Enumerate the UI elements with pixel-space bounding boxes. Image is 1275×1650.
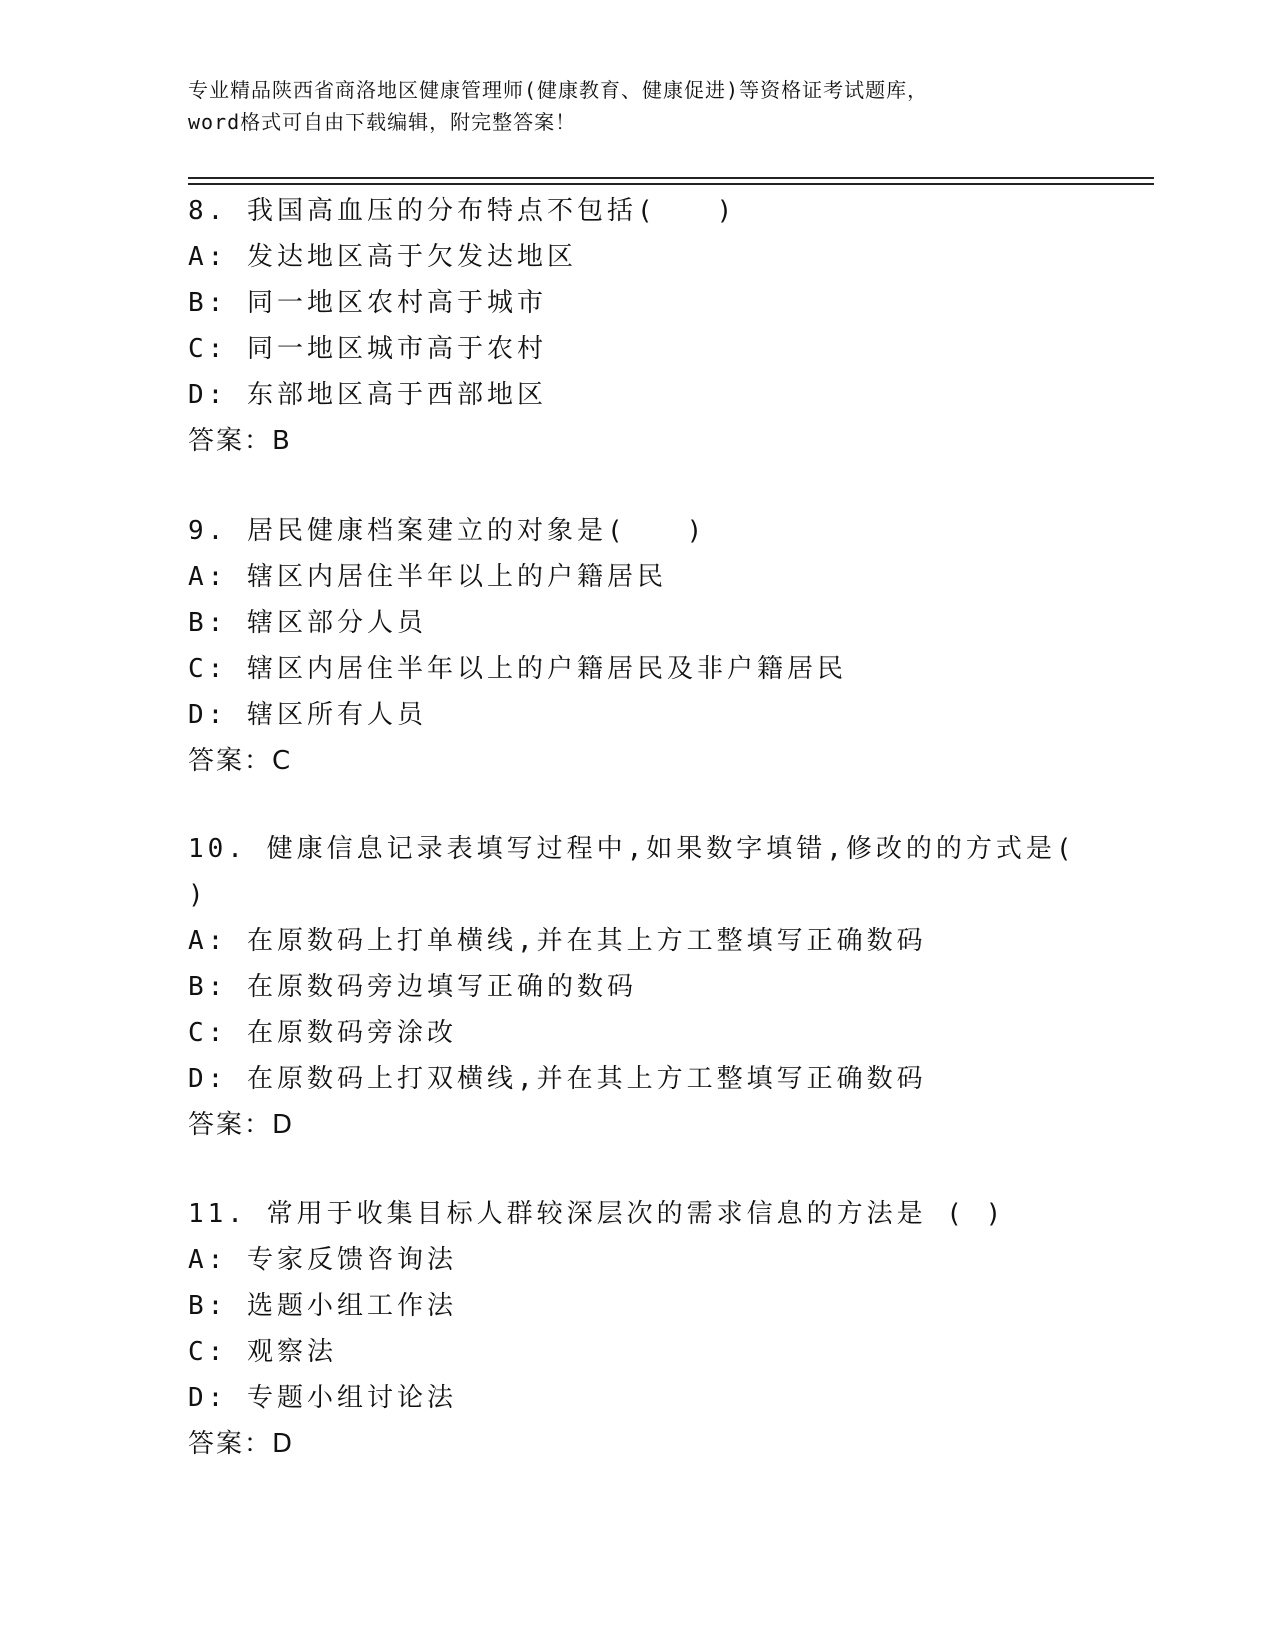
option-c: C: 同一地区城市高于农村 xyxy=(188,334,547,364)
question-10 xyxy=(188,826,1088,1148)
answer-line: 答案：B xyxy=(188,426,292,456)
option-d: D: 东部地区高于西部地区 xyxy=(188,380,547,410)
question-stem: 8. 我国高血压的分布特点不包括( ) xyxy=(188,196,737,226)
answer-line: 答案：D xyxy=(188,1110,295,1140)
option-b: B: 选题小组工作法 xyxy=(188,1291,457,1321)
answer-line: 答案：C xyxy=(188,746,293,776)
header-divider-bottom xyxy=(188,183,1154,185)
option-c: C: 在原数码旁涂改 xyxy=(188,1018,457,1048)
option-c: C: 辖区内居住半年以上的户籍居民及非户籍居民 xyxy=(188,654,847,684)
question-stem: 11. 常用于收集目标人群较深层次的需求信息的方法是 ( ) xyxy=(188,1199,1006,1229)
option-c: C: 观察法 xyxy=(188,1337,337,1367)
question-stem: 10. 健康信息记录表填写过程中,如果数字填错,修改的的方式是( xyxy=(188,834,1076,864)
option-a: A: 专家反馈咨询法 xyxy=(188,1245,457,1275)
question-11 xyxy=(188,1191,1088,1467)
option-b: B: 辖区部分人员 xyxy=(188,608,427,638)
option-d: D: 专题小组讨论法 xyxy=(188,1383,457,1413)
question-stem-continuation: ) xyxy=(188,880,208,910)
option-a: A: 发达地区高于欠发达地区 xyxy=(188,242,577,272)
option-a: A: 辖区内居住半年以上的户籍居民 xyxy=(188,562,667,592)
header-title-line-1: 专业精品陕西省商洛地区健康管理师(健康教育、健康促进)等资格证考试题库， xyxy=(188,78,929,102)
option-d: D: 辖区所有人员 xyxy=(188,700,427,730)
header-divider-top xyxy=(188,177,1154,179)
option-b: B: 同一地区农村高于城市 xyxy=(188,288,547,318)
question-8 xyxy=(188,188,1088,464)
header-title-line-2: word格式可自由下载编辑，附完整答案！ xyxy=(188,110,577,134)
option-b: B: 在原数码旁边填写正确的数码 xyxy=(188,972,637,1002)
answer-line: 答案：D xyxy=(188,1429,295,1459)
document-header xyxy=(188,74,1148,138)
question-stem: 9. 居民健康档案建立的对象是( ) xyxy=(188,516,707,546)
option-d: D: 在原数码上打双横线,并在其上方工整填写正确数码 xyxy=(188,1064,927,1094)
question-9 xyxy=(188,508,1088,784)
option-a: A: 在原数码上打单横线,并在其上方工整填写正确数码 xyxy=(188,926,927,956)
